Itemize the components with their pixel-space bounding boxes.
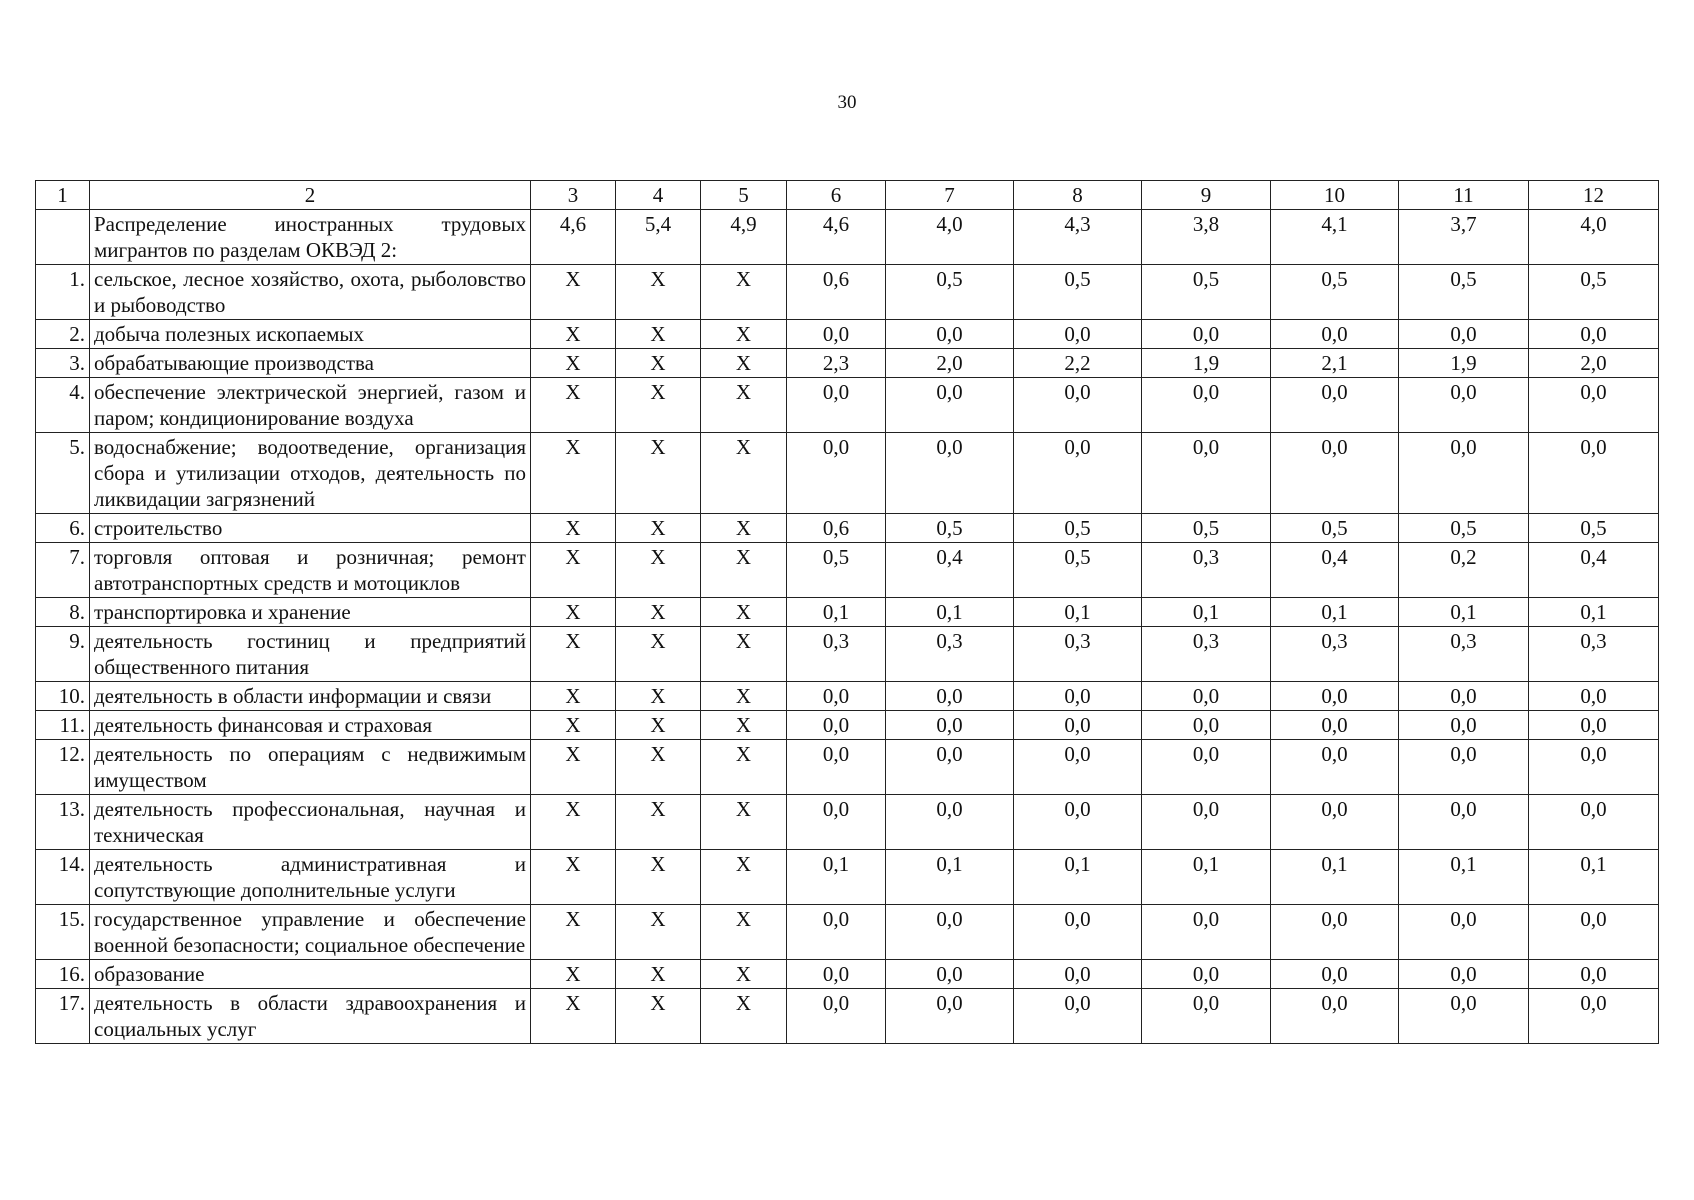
cell-value: X [616,598,701,627]
table-row [36,960,1659,989]
cell-value: X [701,598,787,627]
cell-value: 4,9 [701,210,787,265]
cell-value: 0,1 [1399,598,1529,627]
cell-value: X [701,320,787,349]
cell-value: X [701,960,787,989]
cell-value: 0,3 [1142,627,1271,682]
cell-value: 0,1 [886,598,1014,627]
row-number: 13. [36,795,90,850]
cell-value: 0,0 [1014,711,1142,740]
table-row [36,349,1659,378]
cell-value: 0,0 [886,320,1014,349]
cell-value: X [531,433,616,514]
table-row [36,265,1659,320]
row-label: строительство [90,514,531,543]
row-number: 16. [36,960,90,989]
cell-value: 0,5 [1399,265,1529,320]
cell-value: 0,5 [1399,514,1529,543]
cell-value: X [701,711,787,740]
cell-value: 4,1 [1271,210,1399,265]
cell-value: X [531,543,616,598]
cell-value: 2,0 [1529,349,1659,378]
cell-value: X [701,514,787,543]
cell-value: 0,0 [1399,320,1529,349]
cell-value: 0,0 [886,433,1014,514]
table-row [36,682,1659,711]
cell-value: 0,0 [1529,711,1659,740]
table-row [36,989,1659,1044]
cell-value: 0,0 [1271,320,1399,349]
column-number: 1 [36,181,90,210]
row-number: 3. [36,349,90,378]
cell-value: 0,0 [1399,682,1529,711]
row-number: 12. [36,740,90,795]
cell-value: 0,5 [787,543,886,598]
cell-value: 0,0 [1271,711,1399,740]
cell-value: X [701,378,787,433]
cell-value: X [616,265,701,320]
cell-value: 3,8 [1142,210,1271,265]
cell-value: X [701,682,787,711]
cell-value: 0,0 [1399,795,1529,850]
row-number: 10. [36,682,90,711]
table-row [36,740,1659,795]
cell-value: 0,1 [1142,850,1271,905]
cell-value: 0,4 [886,543,1014,598]
cell-value: 0,0 [1529,989,1659,1044]
row-number: 11. [36,711,90,740]
table-row [36,905,1659,960]
cell-value: X [616,349,701,378]
row-label: деятельность гостиниц и предприятий общественного питания [90,627,531,682]
cell-value: 0,5 [1529,265,1659,320]
cell-value: 0,0 [1271,433,1399,514]
cell-value: X [701,265,787,320]
table-row [36,514,1659,543]
cell-value: 0,0 [1529,960,1659,989]
table-row [36,320,1659,349]
cell-value: 0,0 [1014,905,1142,960]
cell-value: 0,0 [1529,905,1659,960]
cell-value: 0,3 [1014,627,1142,682]
cell-value: 0,1 [1014,850,1142,905]
cell-value: 0,0 [886,795,1014,850]
cell-value: 2,2 [1014,349,1142,378]
table-row [36,711,1659,740]
cell-value: 0,0 [1014,433,1142,514]
cell-value: 0,1 [1271,598,1399,627]
cell-value: 0,0 [1529,378,1659,433]
cell-value: 0,0 [1271,682,1399,711]
cell-value: 0,0 [1271,960,1399,989]
cell-value: 4,6 [787,210,886,265]
cell-value: 0,5 [1014,514,1142,543]
cell-value: 0,0 [1271,989,1399,1044]
cell-value: 2,1 [1271,349,1399,378]
row-label: деятельность финансовая и страховая [90,711,531,740]
column-number: 4 [616,181,701,210]
cell-value: 0,0 [1142,433,1271,514]
cell-value: 0,0 [787,740,886,795]
row-label: обеспечение электрической энергией, газом и паром; кондиционирование воздуха [90,378,531,433]
cell-value: X [531,265,616,320]
cell-value: 0,0 [886,682,1014,711]
cell-value: 0,0 [1399,711,1529,740]
cell-value: 0,0 [1142,795,1271,850]
cell-value: 0,0 [787,711,886,740]
row-number: 1. [36,265,90,320]
cell-value: X [616,960,701,989]
cell-value: X [616,795,701,850]
row-label: деятельность в области информации и связи [90,682,531,711]
cell-value: 0,0 [787,795,886,850]
cell-value: 0,0 [886,905,1014,960]
cell-value: 2,3 [787,349,886,378]
cell-value: X [531,711,616,740]
cell-value: 0,3 [1271,627,1399,682]
column-number: 2 [90,181,531,210]
cell-value: 0,0 [1014,682,1142,711]
cell-value: 0,0 [1271,378,1399,433]
cell-value: 0,0 [1399,378,1529,433]
row-number: 5. [36,433,90,514]
cell-value: X [531,627,616,682]
cell-value: 0,5 [1014,543,1142,598]
cell-value: X [531,850,616,905]
cell-value: X [701,349,787,378]
cell-value: 4,0 [886,210,1014,265]
cell-value: 0,0 [1271,740,1399,795]
column-number: 12 [1529,181,1659,210]
cell-value: 5,4 [616,210,701,265]
cell-value: 0,0 [886,711,1014,740]
cell-value: 0,0 [787,682,886,711]
cell-value: 0,3 [1399,627,1529,682]
cell-value: X [701,989,787,1044]
cell-value: 0,0 [1142,740,1271,795]
cell-value: 4,3 [1014,210,1142,265]
cell-value: 0,5 [1271,514,1399,543]
row-label: добыча полезных ископаемых [90,320,531,349]
column-number: 6 [787,181,886,210]
row-label: торговля оптовая и розничная; ремонт автотранспортных средств и мотоциклов [90,543,531,598]
row-label: деятельность по операциям с недвижимым имуществом [90,740,531,795]
cell-value: 0,0 [886,960,1014,989]
cell-value: 2,0 [886,349,1014,378]
cell-value: 0,4 [1271,543,1399,598]
cell-value: X [701,627,787,682]
cell-value: 0,1 [1399,850,1529,905]
cell-value: 0,2 [1399,543,1529,598]
cell-value: 0,5 [1529,514,1659,543]
row-label: деятельность в области здравоохранения и социальных услуг [90,989,531,1044]
cell-value: 0,0 [1399,433,1529,514]
row-number: 9. [36,627,90,682]
row-number: 14. [36,850,90,905]
row-label: Распределение иностранных трудовых мигрантов по разделам ОКВЭД 2: [90,210,531,265]
table-row [36,378,1659,433]
cell-value: 0,1 [1529,850,1659,905]
cell-value: 0,0 [787,378,886,433]
row-label: обрабатывающие производства [90,349,531,378]
cell-value: 0,0 [787,960,886,989]
cell-value: 0,3 [1529,627,1659,682]
cell-value: X [531,682,616,711]
cell-value: 0,1 [787,850,886,905]
cell-value: 0,5 [1014,265,1142,320]
cell-value: X [616,682,701,711]
cell-value: 0,6 [787,514,886,543]
column-number: 10 [1271,181,1399,210]
cell-value: X [701,850,787,905]
cell-value: 0,0 [886,740,1014,795]
cell-value: 0,0 [1271,905,1399,960]
cell-value: 3,7 [1399,210,1529,265]
cell-value: X [616,740,701,795]
cell-value: X [531,378,616,433]
cell-value: X [531,349,616,378]
column-number-row [36,181,1659,210]
cell-value: 0,0 [1399,740,1529,795]
cell-value: 0,5 [1271,265,1399,320]
table-body [36,181,1659,1044]
cell-value: 0,0 [1142,682,1271,711]
cell-value: 0,0 [886,989,1014,1044]
cell-value: 0,0 [1014,320,1142,349]
cell-value: X [531,320,616,349]
cell-value: 0,3 [787,627,886,682]
cell-value: 0,0 [787,989,886,1044]
cell-value: 0,3 [1142,543,1271,598]
cell-value: 0,0 [1014,960,1142,989]
cell-value: X [531,905,616,960]
cell-value: X [531,960,616,989]
cell-value: 0,0 [1142,905,1271,960]
cell-value: 0,0 [1271,795,1399,850]
cell-value: X [531,795,616,850]
cell-value: 0,0 [1014,740,1142,795]
row-label: образование [90,960,531,989]
row-label: государственное управление и обеспечение военной безопасности; социальное обеспечение [90,905,531,960]
cell-value: 0,6 [787,265,886,320]
cell-value: X [616,850,701,905]
cell-value: 0,1 [1142,598,1271,627]
cell-value: X [701,433,787,514]
cell-value: 0,1 [1014,598,1142,627]
table-row [36,543,1659,598]
cell-value: X [616,514,701,543]
row-label: деятельность профессиональная, научная и техническая [90,795,531,850]
cell-value: X [616,378,701,433]
cell-value: 0,0 [1529,795,1659,850]
cell-value: 0,1 [886,850,1014,905]
cell-value: X [701,795,787,850]
cell-value: 4,6 [531,210,616,265]
cell-value: 0,5 [1142,265,1271,320]
cell-value: X [531,740,616,795]
cell-value: X [616,711,701,740]
cell-value: 0,5 [1142,514,1271,543]
column-number: 3 [531,181,616,210]
cell-value: 0,0 [787,905,886,960]
cell-value: 0,0 [1399,960,1529,989]
cell-value: 0,0 [1142,989,1271,1044]
cell-value: 0,0 [1529,740,1659,795]
cell-value: 0,1 [1529,598,1659,627]
summary-row [36,210,1659,265]
cell-value: 0,0 [1014,378,1142,433]
column-number: 7 [886,181,1014,210]
row-number: 17. [36,989,90,1044]
column-number: 8 [1014,181,1142,210]
cell-value: 0,0 [1529,682,1659,711]
cell-value: X [616,320,701,349]
cell-value: 1,9 [1399,349,1529,378]
cell-value: 0,0 [1529,320,1659,349]
cell-value: 0,0 [1014,989,1142,1044]
cell-value: X [531,989,616,1044]
cell-value: X [531,514,616,543]
cell-value: 0,1 [1271,850,1399,905]
table-row [36,433,1659,514]
row-label: водоснабжение; водоотведение, организация сбора и утилизации отходов, деятельность по ликвидации загрязнений [90,433,531,514]
column-number: 5 [701,181,787,210]
cell-value: 0,0 [886,378,1014,433]
cell-value: X [701,740,787,795]
cell-value: X [701,543,787,598]
row-number: 6. [36,514,90,543]
cell-value: X [616,433,701,514]
table-row [36,850,1659,905]
cell-value: 0,0 [1399,905,1529,960]
cell-value: 0,5 [886,265,1014,320]
cell-value: 0,3 [886,627,1014,682]
cell-value: 0,0 [787,433,886,514]
row-label: сельское, лесное хозяйство, охота, рыболовство и рыбоводство [90,265,531,320]
row-label: деятельность административная и сопутствующие дополнительные услуги [90,850,531,905]
cell-value: 0,1 [787,598,886,627]
cell-value: X [616,989,701,1044]
cell-value: 0,5 [886,514,1014,543]
cell-value: 0,4 [1529,543,1659,598]
cell-value: X [531,598,616,627]
cell-value: 1,9 [1142,349,1271,378]
row-number [36,210,90,265]
cell-value: X [616,905,701,960]
row-number: 15. [36,905,90,960]
cell-value: 4,0 [1529,210,1659,265]
table-row [36,627,1659,682]
row-number: 2. [36,320,90,349]
row-label: транспортировка и хранение [90,598,531,627]
cell-value: 0,0 [1142,378,1271,433]
row-number: 4. [36,378,90,433]
cell-value: X [616,627,701,682]
row-number: 8. [36,598,90,627]
table-row [36,795,1659,850]
cell-value: 0,0 [1529,433,1659,514]
table-row [36,598,1659,627]
column-number: 11 [1399,181,1529,210]
row-number: 7. [36,543,90,598]
cell-value: 0,0 [1142,960,1271,989]
cell-value: 0,0 [1399,989,1529,1044]
cell-value: 0,0 [1142,711,1271,740]
column-number: 9 [1142,181,1271,210]
cell-value: 0,0 [787,320,886,349]
cell-value: X [616,543,701,598]
cell-value: 0,0 [1014,795,1142,850]
page-number: 30 [837,92,857,113]
cell-value: X [701,905,787,960]
cell-value: 0,0 [1142,320,1271,349]
data-table [35,180,1659,1044]
